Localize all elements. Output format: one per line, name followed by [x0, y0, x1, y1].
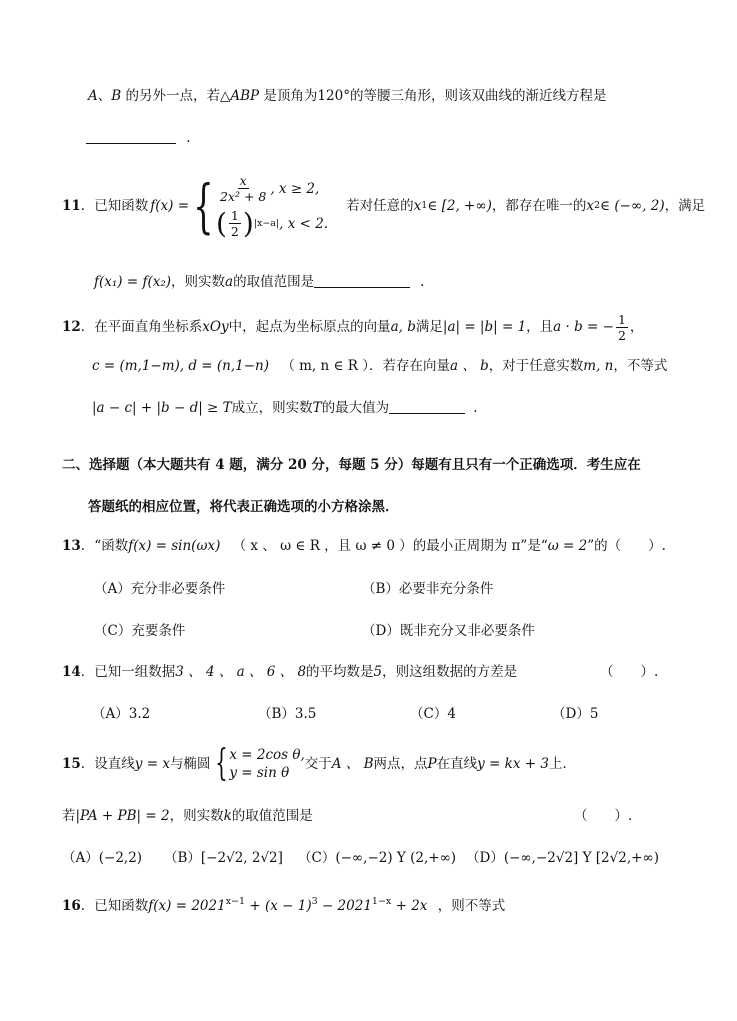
q15-option-c[interactable]: （C）(−∞,−2) Y (2,+∞) [298, 850, 457, 866]
q12-line-2: c = (m,1−m), d = (n,1−n) （ m, n ∈ R ）．若存在向量a 、 b，对于任意实数m, n，不等式 [92, 358, 668, 374]
piecewise-brace: { [193, 172, 214, 240]
question-number: 16 [62, 898, 81, 914]
answer-blank[interactable] [389, 399, 465, 414]
question-12: 12 ．在平面直角坐标系 xOy 中，起点为坐标原点的向量 a, b 满足 |a| = |b| = 1 ，且 a · b = − $\frac{1}{2}$ ， [62, 311, 644, 343]
question-11: 11 ．已知函数 f(x) = { $\frac{x}{\text{2x² + 8}}$ , x ≥ 2, ( $\frac{1}{2}$ ) |x−a| , x < 2. 若对任意的 x 1 ∈ [2, +∞) ，都存在唯一的 x 2 ∈ (−∞, 2) ，满足 [62, 172, 706, 240]
q15-option-b[interactable]: （B）[−2√2, 2√2] [164, 850, 283, 866]
question-13: 13．“函数f(x) = sin(ωx) （ x 、 ω ∈ R ，且 ω ≠ 0 ）的最小正周期为 π”是“ω = 2”的（ ）. [62, 538, 666, 554]
case-1: $\frac{x}{\text{2x² + 8}}$ , x ≥ 2, [219, 173, 320, 204]
question-14: 14．已知一组数据3 、 4 、 a 、 6 、 8的平均数是5，则这组数据的方差是 [62, 664, 518, 680]
q10-answer-line: . [86, 128, 191, 148]
case-2: ( $\frac{1}{2}$ ) |x−a| , x < 2. [215, 206, 329, 240]
q13-option-a[interactable]: （A）充分非必要条件 [94, 581, 226, 597]
question-number: 12 [62, 319, 81, 335]
section-2-heading-cont: 答题纸的相应位置，将代表正确选项的小方格涂黑． [88, 499, 399, 515]
answer-blank[interactable] [86, 129, 176, 144]
q11-line-2: f(x₁) = f(x₂)，则实数a的取值范围是 . [94, 274, 425, 290]
q10-continuation: A、B 的另外一点，若△ABP 是顶角为120°的等腰三角形，则该双曲线的渐近线方程是 [88, 88, 607, 104]
q15-answer-paren: （ ）. [574, 808, 633, 824]
q14-option-d[interactable]: （D）5 [552, 706, 599, 722]
ellipse-param: x = 2cos θ, y = sin θ [229, 747, 305, 781]
q13-option-b[interactable]: （B）必要非充分条件 [362, 581, 494, 597]
piecewise-cases [216, 173, 328, 239]
q14-option-c[interactable]: （C）4 [410, 706, 456, 722]
q14-answer-paren: （ ）. [600, 664, 659, 680]
q12-line-3: |a − c| + |b − d| ≥ T成立，则实数T的最大值为 . [92, 400, 478, 416]
question-number: 11 [62, 198, 81, 214]
system-brace: { [215, 743, 229, 784]
question-number: 14 [62, 664, 81, 680]
q13-option-c[interactable]: （C）充要条件 [94, 623, 186, 639]
question-number: 13 [62, 538, 81, 554]
question-15: 15 ．设直线 y = x 与椭圆 { x = 2cos θ, y = sin θ 交于 A 、 B 两点，点 P 在直线 y = kx + 3 上． [62, 743, 576, 784]
q15-option-a[interactable]: （A）(−2,2) [62, 850, 143, 866]
q13-option-d[interactable]: （D）既非充分又非必要条件 [362, 623, 535, 639]
question-16: 16．已知函数$f(x) = 2021^{x-1} + (x - 1)^3 - 2021^{1-x} + 2x$ ，则不等式 [62, 896, 506, 914]
question-number: 15 [62, 756, 81, 772]
q14-option-b[interactable]: （B）3.5 [258, 706, 317, 722]
section-2-heading: 二、选择题（本大题共有 4 题，满分 20 分，每题 5 分）每题有且只有一个正确选项．考生应在 [62, 457, 641, 473]
q15-line-2: 若|PA + PB| = 2，则实数k的取值范围是 [62, 808, 313, 824]
q14-option-a[interactable]: （A）3.2 [92, 706, 151, 722]
answer-blank[interactable] [314, 273, 410, 288]
q15-option-d[interactable]: （D）(−∞,−2√2] Y [2√2,+∞) [466, 850, 659, 866]
